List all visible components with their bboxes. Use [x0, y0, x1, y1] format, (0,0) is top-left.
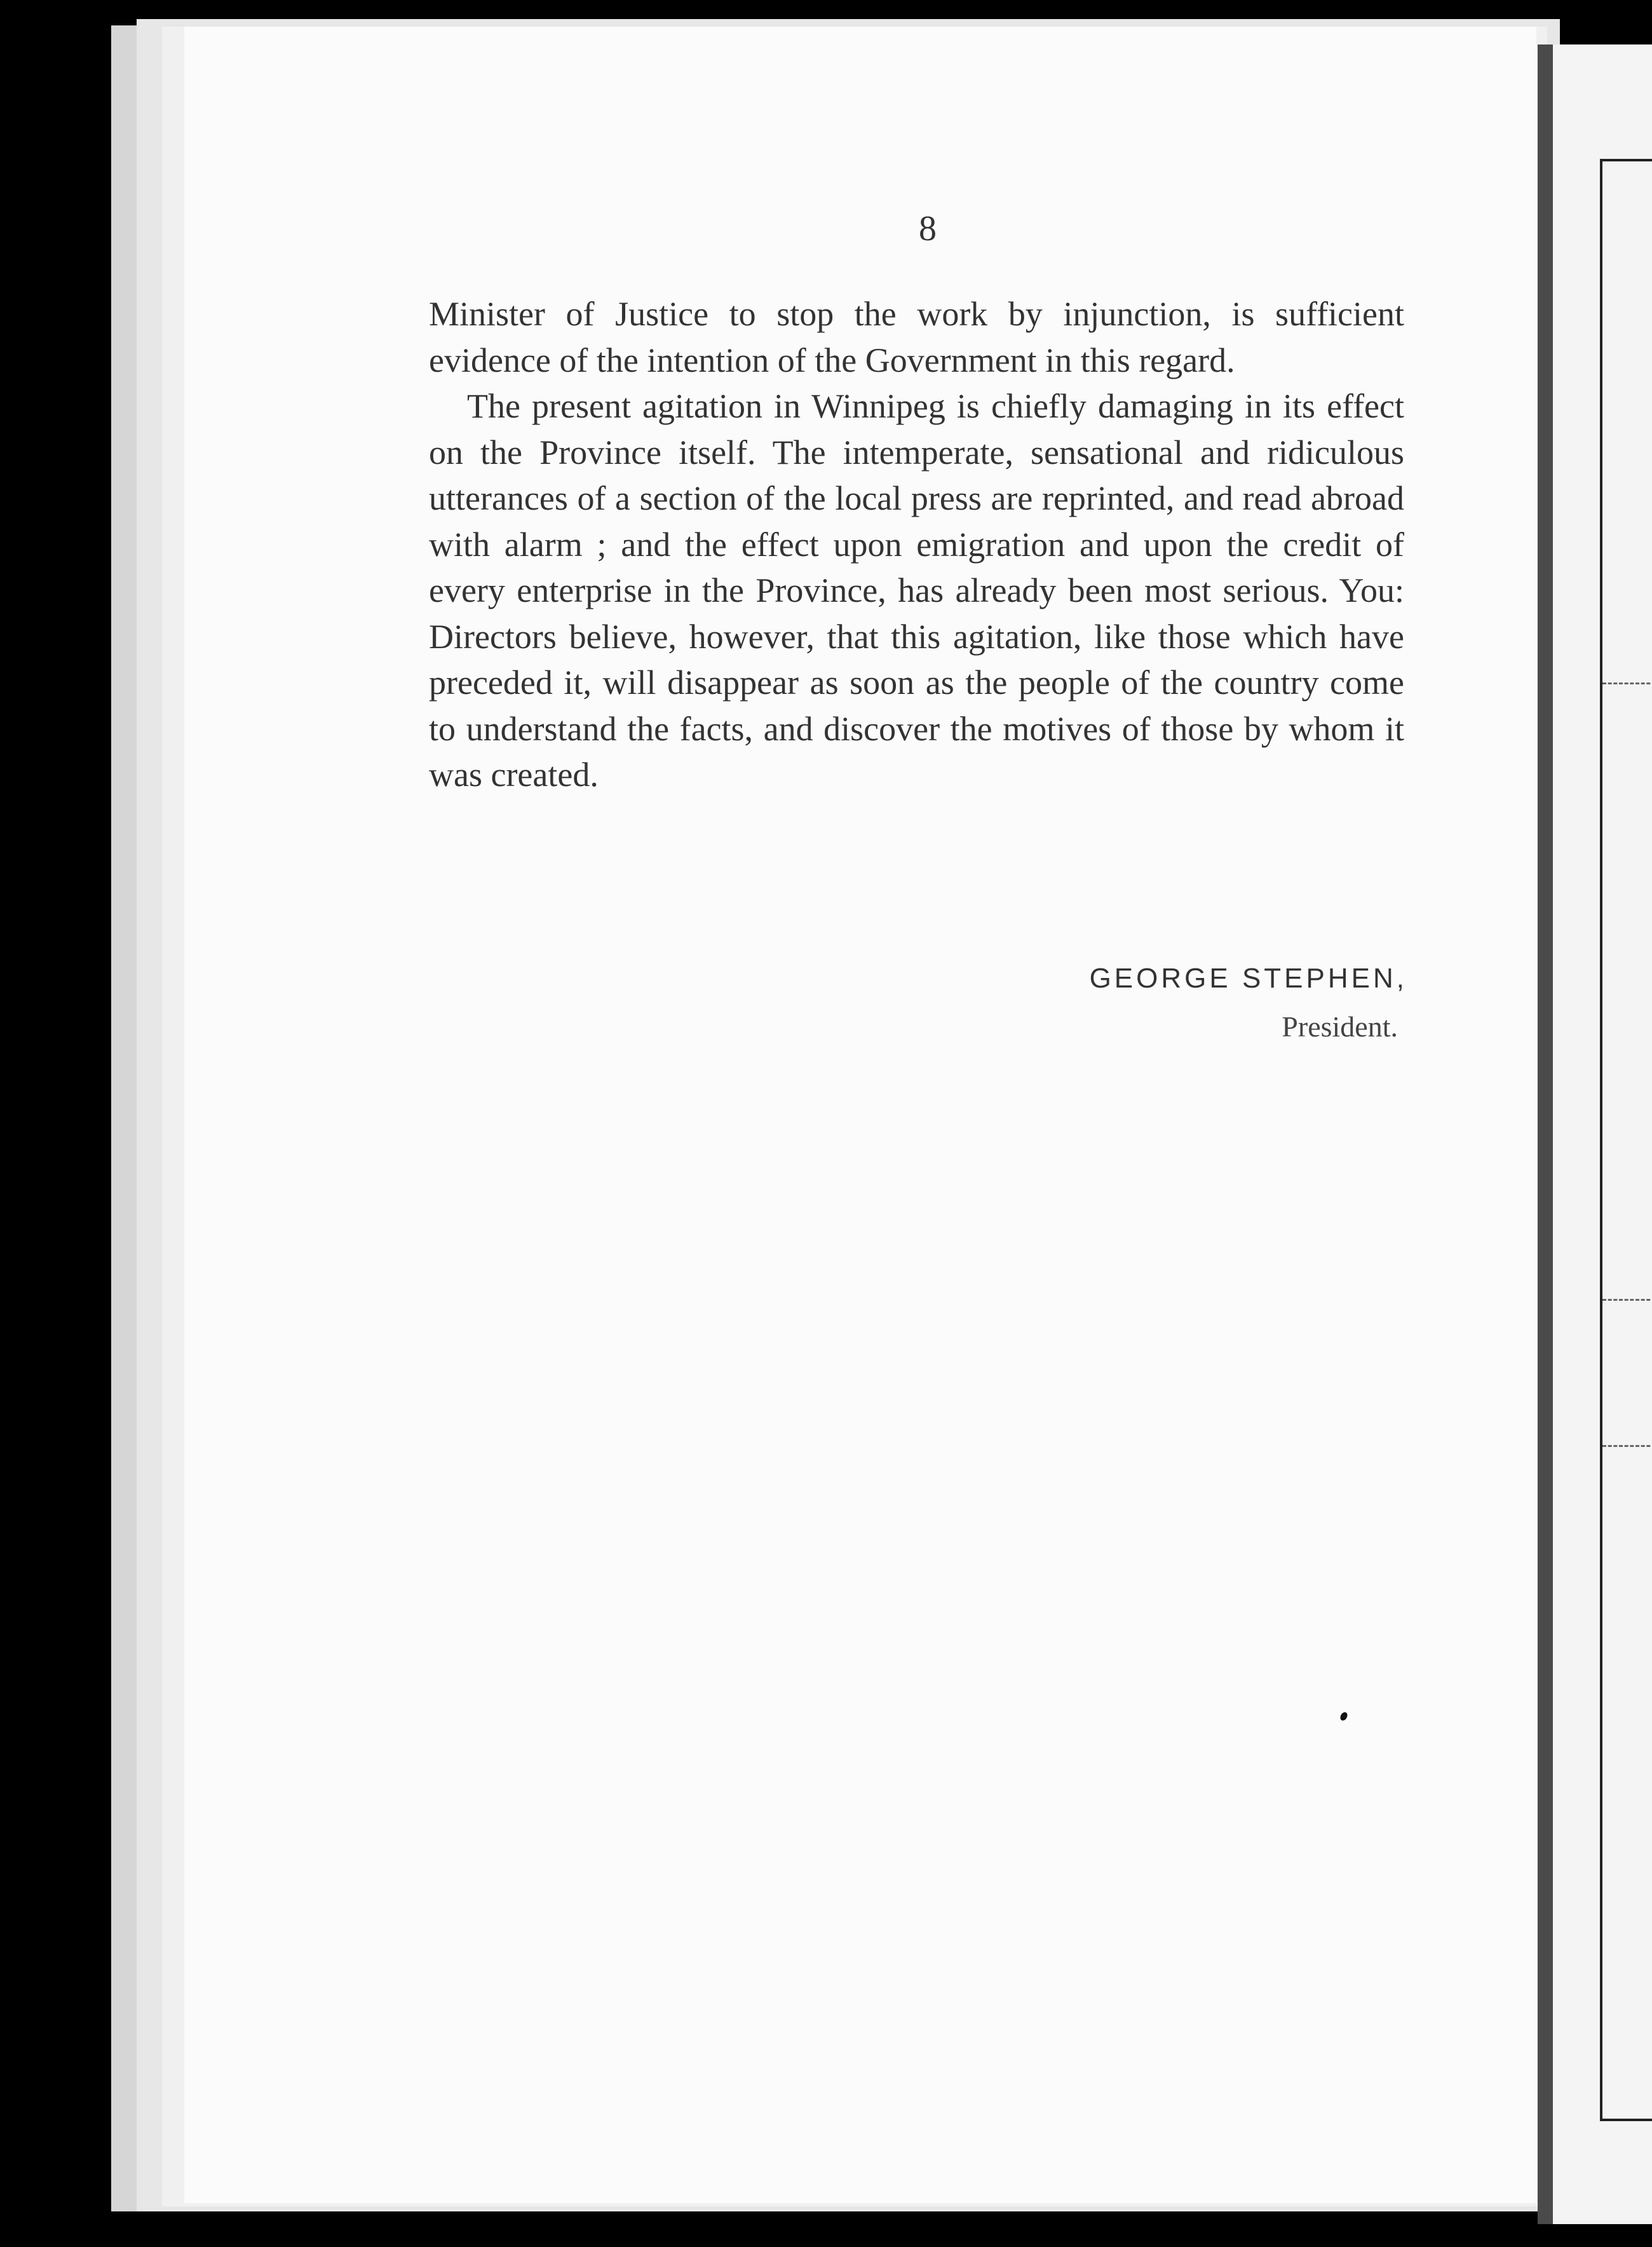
- adjacent-map-page: [1538, 44, 1652, 2224]
- map-boundary-line: [1602, 1445, 1652, 1447]
- body-text: [429, 291, 1404, 798]
- paragraph-continued: Minister of Justice to stop the work by injunction, is sufficient evidence of the intention of the Government in this regard.: [429, 295, 1404, 379]
- signature-name: GEORGE STEPHEN,: [1089, 963, 1407, 994]
- page-number: 8: [919, 209, 937, 248]
- document-page: [184, 27, 1536, 2203]
- map-frame: [1600, 159, 1652, 2121]
- map-boundary-line: [1602, 1299, 1652, 1301]
- map-boundary-line: [1602, 682, 1652, 684]
- paragraph: The present agitation in Winnipeg is chiefly damaging in its effect on the Province itself. The intemperate, sensational and ridiculous utterances of a section of the local press are reprinted, and read abroad with alarm ; and the effect upon emigration and upon the credit of every enterprise in the Province, has already been most serious. You: Directors believe, however, that this agitation, like those which have preceded it, will disappear as soon as the people of the country come to understand the facts, and discover the motives of those by whom it was created.: [429, 387, 1404, 794]
- ink-speck: [1339, 1711, 1349, 1721]
- signature-title: President.: [1282, 1010, 1398, 1043]
